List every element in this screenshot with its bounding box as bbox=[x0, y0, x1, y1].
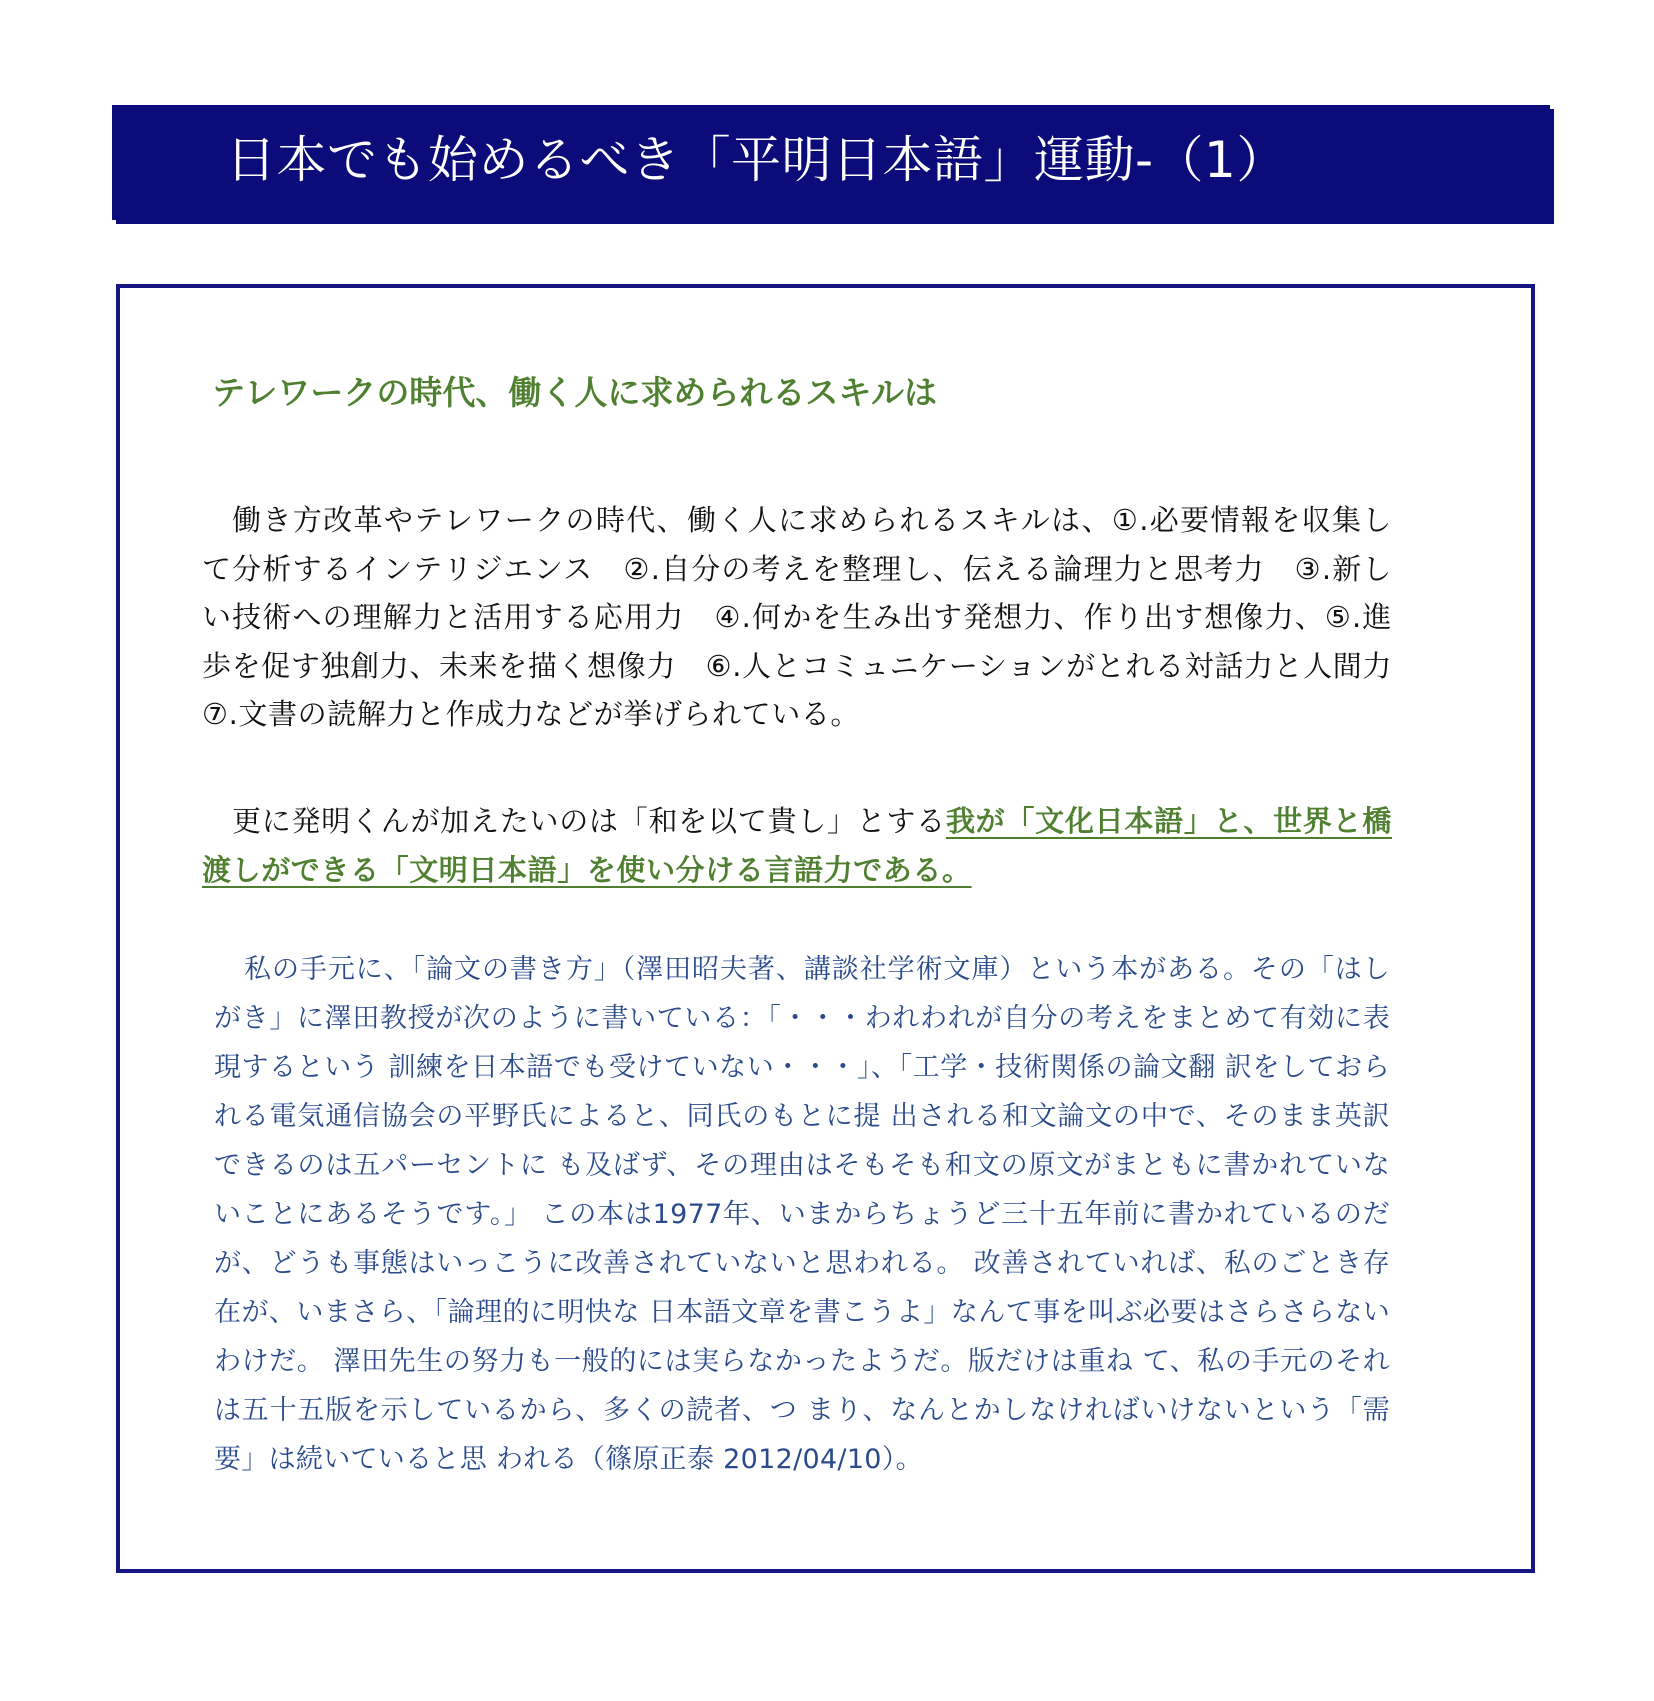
addition-intro-text: 更に発明くんが加えたいのは「和を以て貴し」とする bbox=[232, 804, 946, 838]
section-heading: テレワークの時代、働く人に求められるスキルは bbox=[212, 373, 938, 412]
addition-paragraph bbox=[202, 797, 1392, 894]
quote-paragraph: 私の手元に、「論文の書き方」（澤田昭夫著、講談社学術文庫）という本がある。その「はしがき」に澤田教授が次のように書いている：「・・・われわれが自分の考えをまとめて有効に表現するという 訓練を日本語でも受けていない・・・」、「工学・技術関係の論文翻 訳をしておられる電気通信協会の平野氏によると、同氏のもとに提 出される和文論文の中で、そのまま英訳できるのは五パーセントに も及ばず、その理由はそもそも和文の原文がまともに書かれていないことにあるそうです。」 この本は1977年、いまからちょうど三十五年前に書かれているのだが、どうも事態はいっこうに改善されていないと思われる。 改善されていれば、私のごとき存在が、いまさら、「論理的に明快な 日本語文章を書こうよ」なんて事を叫ぶ必要はさらさらないわけだ。 澤田先生の努力も一般的には実らなかったようだ。版だけは重ね て、私の手元のそれは五十五版を示しているから、多くの読者、つ まり、なんとかしなければいけないという「需要」は続いていると思 われる（篠原正泰 2012/04/10）。 bbox=[214, 954, 1390, 1475]
page-title: 日本でも始めるべき「平明日本語」運動-（1） bbox=[226, 131, 1287, 189]
skills-paragraph: 働き方改革やテレワークの時代、働く人に求められるスキルは、①.必要情報を収集して分析するインテリジエンス ②.自分の考えを整理し、伝える論理力と思考力 ③.新しい技術への理解力と活用する応用力 ④.何かを生み出す発想力、作り出す想像力、⑤.進歩を促す独創力、未来を描く想像力 ⑥.人とコミュニケーションがとれる対話力と人間力 ⑦.文書の読解力と作成力などが挙げられている。 bbox=[202, 503, 1422, 731]
title-banner bbox=[112, 105, 1550, 220]
addition-emphasis-text: 我が「文化日本語」と、世界と橋渡しができる「文明日本語」を使い分ける言語力である。 bbox=[202, 804, 1392, 887]
